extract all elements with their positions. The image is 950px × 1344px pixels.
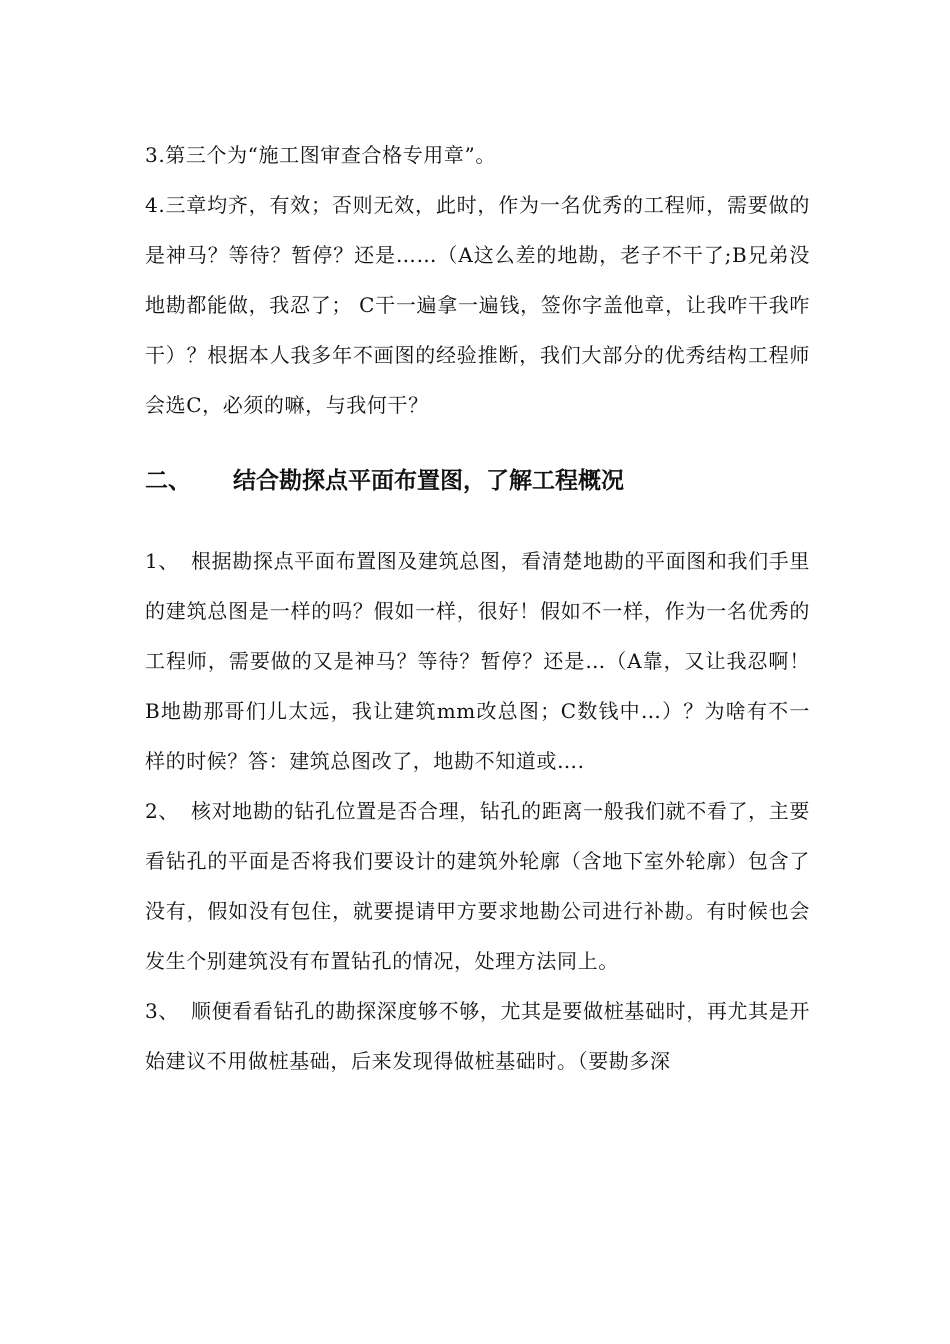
list-item-number: 3、 (145, 999, 179, 1023)
list-item-1 (145, 536, 810, 786)
list-item-text: 顺便看看钻孔的勘探深度够不够，尤其是要做桩基础时，再尤其是开始建议不用做桩基础，后来发现得做桩基础时。（要勘多深 (145, 999, 810, 1073)
list-item-3 (145, 986, 810, 1086)
section-heading (145, 460, 810, 502)
paragraph-3: 3.第三个为“施工图审查合格专用章”。 (145, 143, 496, 167)
document-body (145, 130, 810, 1086)
paragraph-4: 4.三章均齐，有效；否则无效，此时，作为一名优秀的工程师，需要做的是神马？等待？暂停？还是……（A这么差的地勘，老子不干了;B兄弟没地勘都能做，我忍了； C干一遍拿一遍钱，签你字盖他章，让我咋干我咋干）？根据本人我多年不画图的经验推断，我们大部分的优秀结构工程师会选C，必须的嘛，与我何干？ (145, 193, 810, 417)
list-item-text: 根据勘探点平面布置图及建筑总图，看清楚地勘的平面图和我们手里的建筑总图是一样的吗？假如一样，很好！假如不一样，作为一名优秀的工程师，需要做的又是神马？等待？暂停？还是…（A靠，又让我忍啊！ B地勘那哥们儿太远，我让建筑mm改总图；C数钱中…）？为啥有不一样的时候？答：建筑总图改了，地勘不知道或…. (145, 549, 810, 773)
section-number: 二、 (145, 468, 191, 494)
list-item-number: 2、 (145, 799, 179, 823)
section-title: 结合勘探点平面布置图，了解工程概况 (233, 468, 624, 494)
list-item-text: 核对地勘的钻孔位置是否合理，钻孔的距离一般我们就不看了，主要看钻孔的平面是否将我们要设计的建筑外轮廓（含地下室外轮廓）包含了没有，假如没有包住，就要提请甲方要求地勘公司进行补勘。有时候也会发生个别建筑没有布置钻孔的情况，处理方法同上。 (145, 799, 810, 973)
list-item-2 (145, 786, 810, 986)
list-item-number: 1、 (145, 549, 179, 573)
